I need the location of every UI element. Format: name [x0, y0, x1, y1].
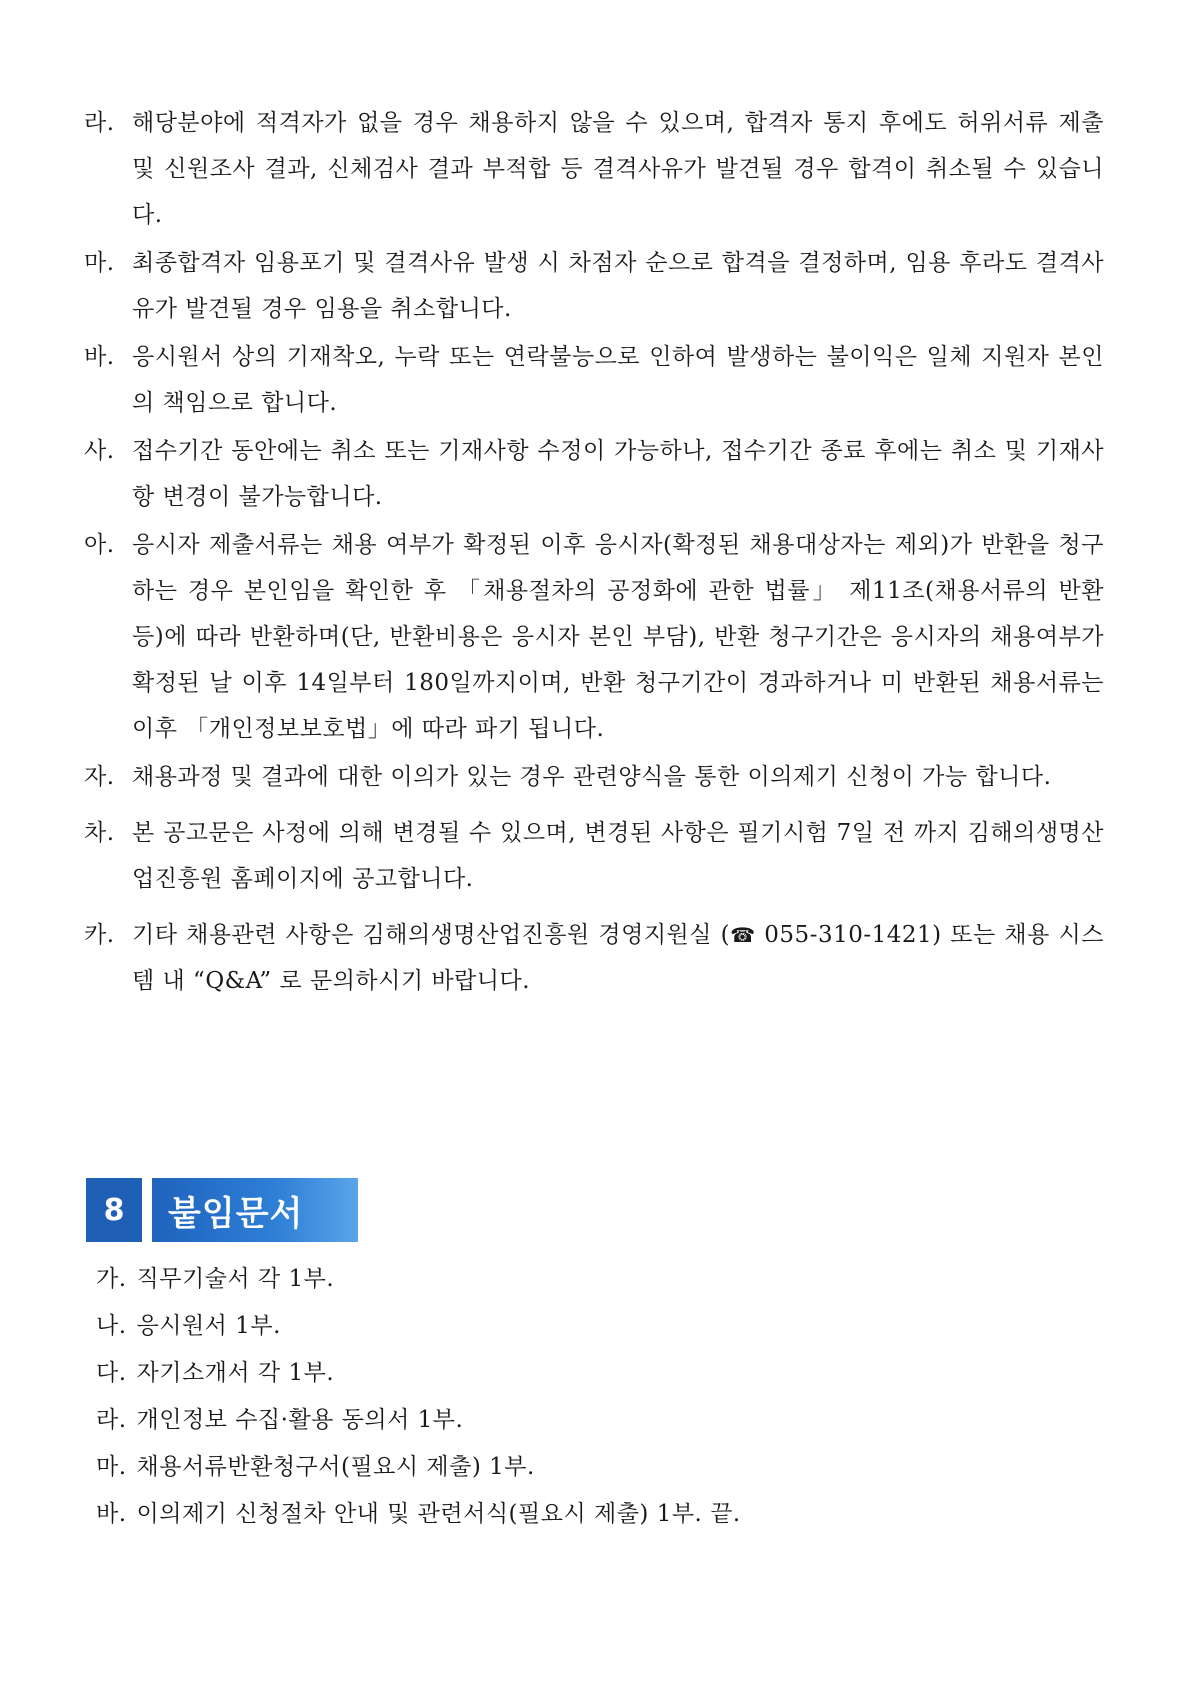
notice-item-cha [84, 810, 1104, 902]
notice-marker: 자. [84, 764, 115, 790]
notice-text-after: 055-310-1421) 또는 채용 시스템 내 “Q&A” 로 문의하시기 바랍니다. [132, 922, 1104, 994]
section-header [86, 1178, 358, 1242]
notice-text-before: 기타 채용관련 사항은 김해의생명산업진흥원 경영지원실 ( [132, 922, 731, 948]
attachment-text: 이의제기 신청절차 안내 및 관련서식(필요시 제출) 1부. 끝. [136, 1501, 741, 1527]
notice-text: 해당분야에 적격자가 없을 경우 채용하지 않을 수 있으며, 합격자 통지 후에도 허위서류 제출 및 신원조사 결과, 신체검사 결과 부적합 등 결격사유가 발견될 경우 합격이 취소될 수 있습니다. [132, 110, 1104, 228]
notice-item-sa [84, 428, 1104, 520]
notice-text: 접수기간 동안에는 취소 또는 기재사항 수정이 가능하나, 접수기간 종료 후에는 취소 및 기재사항 변경이 불가능합니다. [132, 438, 1104, 510]
attachment-text: 응시원서 1부. [136, 1313, 281, 1339]
attachment-text: 자기소개서 각 1부. [136, 1360, 335, 1386]
attachment-marker: 나. [96, 1313, 127, 1339]
section-title: 붙임문서 [152, 1178, 358, 1242]
attachment-item [96, 1397, 741, 1444]
notice-marker: 아. [84, 532, 115, 558]
attachment-item [96, 1491, 741, 1538]
notice-list [84, 100, 1104, 1006]
notice-item-ja [84, 754, 1104, 800]
notice-marker: 차. [84, 820, 115, 846]
notice-text: 채용과정 및 결과에 대한 이의가 있는 경우 관련양식을 통한 이의제기 신청이 가능 합니다. [132, 764, 1052, 790]
notice-text: 최종합격자 임용포기 및 결격사유 발생 시 차점자 순으로 합격을 결정하며, 임용 후라도 결격사유가 발견될 경우 임용을 취소합니다. [132, 250, 1104, 322]
notice-text: 응시자 제출서류는 채용 여부가 확정된 이후 응시자(확정된 채용대상자는 제외)가 반환을 청구하는 경우 본인임을 확인한 후 「채용절차의 공정화에 관한 법률」 제11조(채용서류의 반환 등)에 따라 반환하며(단, 반환비용은 응시자 본인 부담), 반환 청구기간은 응시자의 채용여부가 확정된 날 이후 14일부터 180일까지이며, 반환 청구기간이 경과하거나 미 반환된 채용서류는 이후 「개인정보보호법」에 따라 파기 됩니다. [132, 532, 1104, 742]
attachment-marker: 다. [96, 1360, 127, 1386]
attachment-marker: 바. [96, 1501, 127, 1527]
notice-text: 본 공고문은 사정에 의해 변경될 수 있으며, 변경된 사항은 필기시험 7일 전 까지 김해의생명산업진흥원 홈페이지에 공고합니다. [132, 820, 1104, 892]
notice-item-ba [84, 334, 1104, 426]
attachment-marker: 가. [96, 1266, 127, 1292]
attachment-marker: 라. [96, 1407, 127, 1433]
attachment-item [96, 1350, 741, 1397]
section-divider [142, 1178, 152, 1242]
attachment-text: 개인정보 수집·활용 동의서 1부. [136, 1407, 464, 1433]
attachment-text: 직무기술서 각 1부. [136, 1266, 335, 1292]
attachment-item [96, 1256, 741, 1303]
attachment-list [96, 1256, 741, 1538]
notice-marker: 카. [84, 922, 115, 948]
attachment-text: 채용서류반환청구서(필요시 제출) 1부. [136, 1454, 535, 1480]
notice-marker: 마. [84, 250, 115, 276]
phone-icon: ☎ [730, 923, 756, 947]
attachment-marker: 마. [96, 1454, 127, 1480]
notice-marker: 바. [84, 344, 115, 370]
attachment-item [96, 1444, 741, 1491]
notice-text: 응시원서 상의 기재착오, 누락 또는 연락불능으로 인하여 발생하는 불이익은 일체 지원자 본인의 책임으로 합니다. [132, 344, 1104, 416]
notice-item-a [84, 522, 1104, 752]
attachment-item [96, 1303, 741, 1350]
notice-item-ka [84, 912, 1104, 1004]
notice-marker: 사. [84, 438, 115, 464]
section-number: 8 [86, 1178, 142, 1242]
notice-item-ma [84, 240, 1104, 332]
notice-marker: 라. [84, 110, 115, 136]
notice-item-ra [84, 100, 1104, 238]
